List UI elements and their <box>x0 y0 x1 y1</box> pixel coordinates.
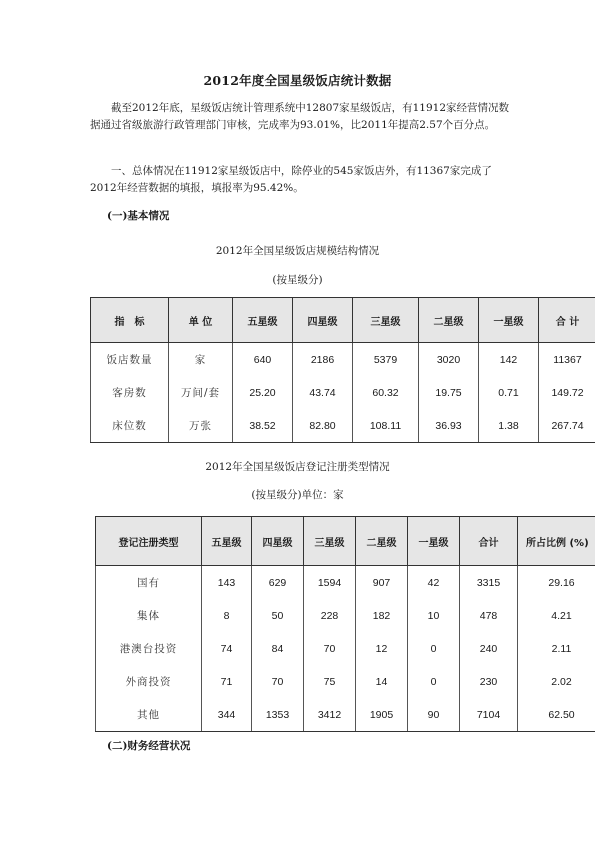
table-cell: 2.02 <box>518 665 595 698</box>
table-cell: 2186 <box>293 343 353 377</box>
table-cell: 50 <box>252 599 304 632</box>
unit-cell: 万张 <box>169 409 233 443</box>
table-cell: 12 <box>356 632 408 665</box>
table-cell: 1594 <box>304 566 356 600</box>
table-cell: 14 <box>356 665 408 698</box>
section-heading-finance: (二)财务经营状况 <box>107 740 191 752</box>
column-header: 五星级 <box>202 517 252 566</box>
table-cell: 1353 <box>252 698 304 732</box>
table-row <box>96 632 595 665</box>
table-cell: 230 <box>460 665 518 698</box>
table-row <box>91 376 595 409</box>
table1-subcaption: (按星级分) <box>272 274 323 286</box>
table-cell: 108.11 <box>353 409 419 443</box>
column-header: 一星级 <box>408 517 460 566</box>
overview-paragraph: 一、总体情况在11912家星级饭店中，除停业的545家饭店外，有11367家完成了2012年经营数据的填报，填报率为95.42%。 <box>90 165 492 194</box>
column-header: 三星级 <box>304 517 356 566</box>
row-label: 港澳台投资 <box>96 632 202 665</box>
section-heading-basic: (一)基本情况 <box>107 210 170 222</box>
table-cell: 71 <box>202 665 252 698</box>
table-cell: 8 <box>202 599 252 632</box>
table-row <box>91 343 595 377</box>
column-header: 指 标 <box>91 298 169 343</box>
table-cell: 629 <box>252 566 304 600</box>
table-cell: 7104 <box>460 698 518 732</box>
row-label: 饭店数量 <box>91 343 169 377</box>
table-row <box>96 698 595 732</box>
table-cell: 640 <box>233 343 293 377</box>
table-cell: 3020 <box>419 343 479 377</box>
row-label: 客房数 <box>91 376 169 409</box>
table-cell: 1.38 <box>479 409 539 443</box>
table-cell: 19.75 <box>419 376 479 409</box>
table-cell: 0 <box>408 665 460 698</box>
hotel-scale-table <box>90 297 595 443</box>
table-cell: 149.72 <box>539 376 595 409</box>
row-label: 国有 <box>96 566 202 600</box>
table1-caption: 2012年全国星级饭店规模结构情况 <box>215 245 380 257</box>
table-cell: 25.20 <box>233 376 293 409</box>
column-header: 二星级 <box>356 517 408 566</box>
table-cell: 70 <box>252 665 304 698</box>
table-cell: 3412 <box>304 698 356 732</box>
document-title: 2012年度全国星级饭店统计数据 <box>203 73 392 88</box>
table-cell: 90 <box>408 698 460 732</box>
table-cell: 10 <box>408 599 460 632</box>
table-row <box>96 665 595 698</box>
table-cell: 3315 <box>460 566 518 600</box>
table-cell: 62.50 <box>518 698 595 732</box>
column-header: 四星级 <box>293 298 353 343</box>
table-cell: 142 <box>479 343 539 377</box>
table-cell: 478 <box>460 599 518 632</box>
table-cell: 344 <box>202 698 252 732</box>
column-header: 三星级 <box>353 298 419 343</box>
table-header-row <box>91 298 595 343</box>
row-label: 外商投资 <box>96 665 202 698</box>
column-header: 合 计 <box>539 298 595 343</box>
table-cell: 0 <box>408 632 460 665</box>
column-header: 二星级 <box>419 298 479 343</box>
table-cell: 36.93 <box>419 409 479 443</box>
table-header-row <box>96 517 595 566</box>
column-header: 单 位 <box>169 298 233 343</box>
table-cell: 75 <box>304 665 356 698</box>
table-cell: 82.80 <box>293 409 353 443</box>
table-cell: 11367 <box>539 343 595 377</box>
table-row <box>96 566 595 600</box>
table-cell: 74 <box>202 632 252 665</box>
table-cell: 267.74 <box>539 409 595 443</box>
table-cell: 84 <box>252 632 304 665</box>
table-cell: 42 <box>408 566 460 600</box>
registration-type-table <box>95 516 595 732</box>
table-cell: 228 <box>304 599 356 632</box>
column-header: 所占比例 (%) <box>518 517 595 566</box>
column-header: 四星级 <box>252 517 304 566</box>
table-row <box>91 409 595 443</box>
row-label: 床位数 <box>91 409 169 443</box>
unit-cell: 家 <box>169 343 233 377</box>
table-cell: 907 <box>356 566 408 600</box>
unit-cell: 万间/套 <box>169 376 233 409</box>
table-cell: 240 <box>460 632 518 665</box>
table-row <box>96 599 595 632</box>
table-cell: 143 <box>202 566 252 600</box>
row-label: 其他 <box>96 698 202 732</box>
table-cell: 4.21 <box>518 599 595 632</box>
table-cell: 29.16 <box>518 566 595 600</box>
column-header: 一星级 <box>479 298 539 343</box>
table-cell: 43.74 <box>293 376 353 409</box>
table-cell: 1905 <box>356 698 408 732</box>
column-header: 合计 <box>460 517 518 566</box>
intro-paragraph: 截至2012年底，星级饭店统计管理系统中12807家星级饭店，有11912家经营情况数据通过省级旅游行政管理部门审核，完成率为93.01%，比2011年提高2.57个百分点。 <box>90 102 510 131</box>
table2-subcaption: (按星级分)单位：家 <box>251 489 344 501</box>
table-cell: 38.52 <box>233 409 293 443</box>
table-cell: 2.11 <box>518 632 595 665</box>
table-cell: 182 <box>356 599 408 632</box>
row-label: 集体 <box>96 599 202 632</box>
table-cell: 5379 <box>353 343 419 377</box>
table-cell: 0.71 <box>479 376 539 409</box>
table2-caption: 2012年全国星级饭店登记注册类型情况 <box>205 461 390 473</box>
column-header: 登记注册类型 <box>96 517 202 566</box>
table-cell: 60.32 <box>353 376 419 409</box>
column-header: 五星级 <box>233 298 293 343</box>
table-cell: 70 <box>304 632 356 665</box>
